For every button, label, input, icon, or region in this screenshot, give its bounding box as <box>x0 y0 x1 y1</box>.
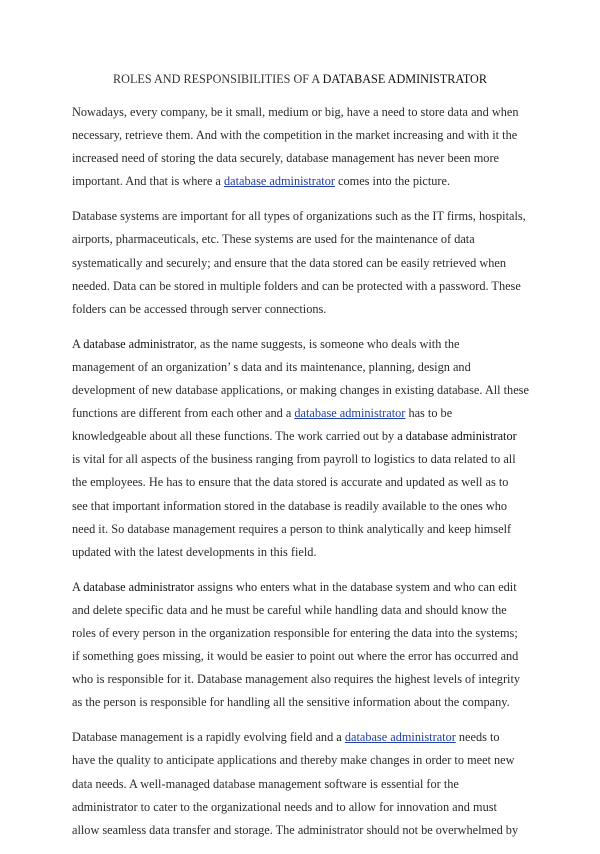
text-line <box>72 298 528 321</box>
text-line <box>72 622 528 645</box>
title-emphasis: DATABASE ADMINISTRATOR <box>322 72 487 86</box>
text-line <box>72 749 528 772</box>
text-run: folders can be accessed through server connections. <box>72 301 327 316</box>
text-line <box>72 147 528 170</box>
text-run: if something goes missing, it would be easier to point out where the error has occurred and <box>72 649 519 664</box>
text-line <box>72 773 528 796</box>
text-line <box>72 495 528 518</box>
text-line <box>72 252 528 275</box>
text-line <box>72 796 528 819</box>
database-administrator-link[interactable]: database administrator <box>294 406 406 421</box>
text-line <box>72 518 528 541</box>
emphasized-term: database administrator <box>83 579 195 594</box>
text-run: is vital for all aspects of the business ranging from payroll to logistics to data related to all <box>72 452 516 467</box>
text-run: administrator to cater to the organizational needs and to allow for innovation and must <box>72 799 497 814</box>
text-run: management of an organization’ s data and its maintenance, planning, design and <box>72 359 471 374</box>
text-line <box>72 170 528 193</box>
text-run: knowledgeable about all these functions. The work carried out by <box>72 429 398 444</box>
text-line <box>72 228 528 251</box>
text-line <box>72 356 528 379</box>
paragraph <box>72 101 528 193</box>
text-line <box>72 205 528 228</box>
text-run: need it. So database management requires a person to think analytically and keep himself <box>72 521 512 536</box>
text-run: functions are different from each other and a <box>72 406 295 421</box>
paragraph <box>72 726 528 841</box>
text-run: and delete specific data and he must be careful while handling data and should know the <box>72 602 507 617</box>
text-run: data needs. A well-managed database management software is essential for the <box>72 776 459 791</box>
text-line <box>72 425 528 448</box>
text-run: important. And that is where a <box>72 174 224 189</box>
text-run: systematically and securely; and ensure that the data stored can be easily retrieved when <box>72 255 506 270</box>
text-line <box>72 599 528 622</box>
text-line <box>72 448 528 471</box>
emphasized-term: a database administrator <box>397 429 517 444</box>
emphasized-term: a <box>336 730 345 745</box>
text-line <box>72 379 528 402</box>
database-administrator-link[interactable]: database administrator <box>223 174 335 189</box>
text-run: roles of every person in the organization responsible for entering the data into the systems; <box>72 625 518 640</box>
paragraph <box>72 333 528 564</box>
text-run: comes into the picture. <box>334 174 451 189</box>
paragraph <box>72 205 528 320</box>
text-run: A <box>72 579 84 594</box>
text-line <box>72 541 528 564</box>
text-run: see that important information stored in the database is readily available to the ones who <box>72 498 508 513</box>
text-run: updated with the latest developments in this field. <box>72 544 317 559</box>
text-line <box>72 668 528 691</box>
paragraph <box>72 576 528 715</box>
text-line <box>72 124 528 147</box>
text-run: the employees. He has to ensure that the data stored is accurate and updated as well as to <box>72 475 509 490</box>
text-line <box>72 402 528 425</box>
text-line <box>72 275 528 298</box>
text-run: needs to <box>455 730 500 745</box>
text-line <box>72 691 528 714</box>
text-line <box>72 101 528 124</box>
text-run: allow seamless data transfer and storage. The administrator should not be overwhelmed by <box>72 822 519 837</box>
text-run: , as the name suggests, is someone who deals with the <box>193 336 460 351</box>
text-line <box>72 576 528 599</box>
text-run: increased need of storing the data securely, database management has never been more <box>72 151 500 166</box>
text-run: as the person is responsible for handling all the sensitive information about the company. <box>72 695 510 710</box>
database-administrator-link[interactable]: database administrator <box>344 730 456 745</box>
document-page <box>72 70 528 854</box>
text-line <box>72 819 528 842</box>
text-line <box>72 333 528 356</box>
text-run: needed. Data can be stored in multiple folders and can be protected with a password. These <box>72 278 521 293</box>
text-line <box>72 726 528 749</box>
text-run: necessary, retrieve them. And with the competition in the market increasing and with it the <box>72 128 518 143</box>
emphasized-term: database administrator <box>83 336 194 351</box>
text-run: A <box>72 336 84 351</box>
title-prefix: ROLES AND RESPONSIBILITIES OF A <box>113 72 323 86</box>
document-body <box>72 101 528 842</box>
text-run: Nowadays, every company, be it small, medium or big, have a need to store data and when <box>72 105 519 119</box>
text-run: airports, pharmaceuticals, etc. These systems are used for the maintenance of data <box>72 232 475 247</box>
text-run: Database systems are important for all types of organizations such as the IT firms, hospitals, <box>72 209 526 224</box>
text-run: who is responsible for it. Database management also requires the highest levels of integrity <box>72 672 521 687</box>
text-line <box>72 645 528 668</box>
text-run: development of new database applications, or making changes in existing database. All these <box>72 383 529 398</box>
text-run: have the quality to anticipate applications and thereby make changes in order to meet new <box>72 753 515 768</box>
text-run: assigns who enters what in the database system and who can edit <box>194 579 517 594</box>
text-run: Database management is a rapidly evolving field and <box>72 730 337 745</box>
text-line <box>72 471 528 494</box>
document-title <box>72 70 528 88</box>
text-run: has to be <box>405 406 453 421</box>
